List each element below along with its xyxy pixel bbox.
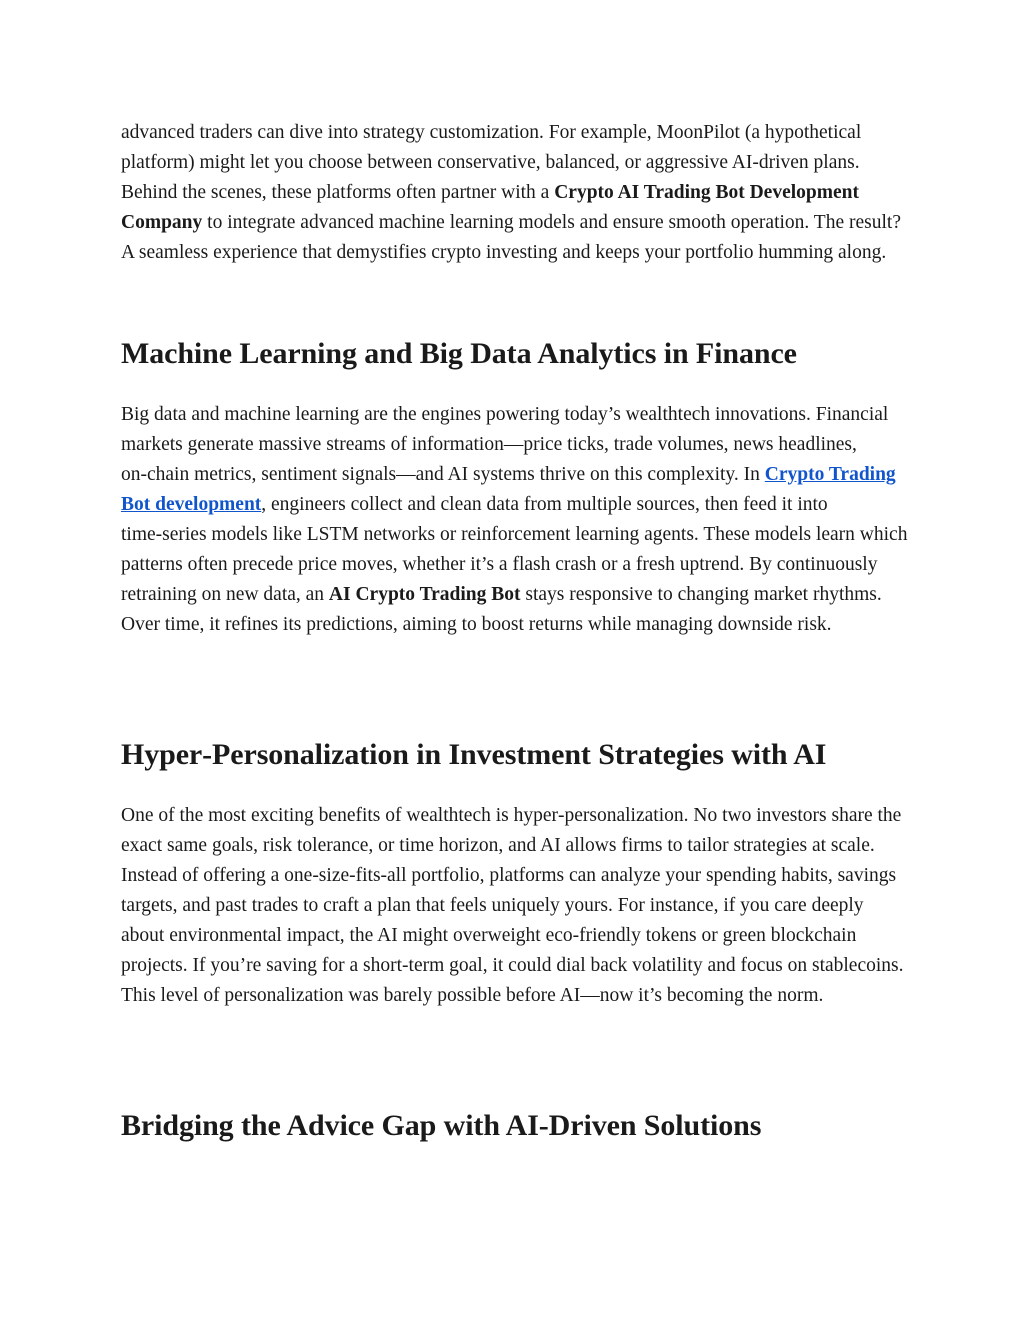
crypto-trading-bot-development-link[interactable]: Crypto Trading Bot development xyxy=(121,464,896,515)
intro-paragraph xyxy=(121,118,911,268)
heading-machine-learning: Machine Learning and Big Data Analytics in Finance xyxy=(121,337,797,370)
ml-text-1: Big data and machine learning are the engines powering today’s wealthtech innovations. Financial markets generate massive streams of information—price ticks, trade volumes, news headlines, on‑chain metrics, sentiment signals—and AI systems thrive on this complexity. In xyxy=(121,404,889,485)
heading-bridging-advice-gap: Bridging the Advice Gap with AI‑Driven Solutions xyxy=(121,1109,762,1142)
machine-learning-paragraph xyxy=(121,400,911,640)
hyper-personalization-paragraph xyxy=(121,801,911,1011)
hp-text-1: One of the most exciting benefits of wealthtech is hyper‑personalization. No two investors share the exact same goals, risk tolerance, or time horizon, and AI allows firms to tailor strategies at scale. Instead of offering a one‑size‑fits‑all portfolio, platforms can analyze your spending habits, savings targets, and past trades to craft a plan that feels uniquely yours. For instance, if you care deeply about environmental impact, the AI might overweight eco‑friendly tokens or green blockchain projects. If you’re saving for a short‑term goal, it could dial back volatility and focus on stablecoins. This level of personalization was barely possible before AI—now it’s becoming the norm. xyxy=(121,805,904,1006)
intro-text-2: to integrate advanced machine learning models and ensure smooth operation. The result? A seamless experience that demystifies crypto investing and keeps your portfolio humming along. xyxy=(121,212,901,263)
ml-text-2: , engineers collect and clean data from multiple sources, then feed it into time‑series models like LSTM networks or reinforcement learning agents. These models learn which patterns often precede price moves, whether it’s a flash crash or a fresh uptrend. By continuously retraining on new data, an xyxy=(121,494,908,605)
heading-hyper-personalization: Hyper‑Personalization in Investment Strategies with AI xyxy=(121,738,827,771)
intro-bold-company: Crypto AI Trading Bot Development Company xyxy=(121,182,859,233)
ml-text-3: stays responsive to changing market rhythms. Over time, it refines its predictions, aiming to boost returns while managing downside risk. xyxy=(121,584,882,635)
intro-text-1: advanced traders can dive into strategy customization. For example, MoonPilot (a hypothetical platform) might let you choose between conservative, balanced, or aggressive AI‑driven plans. Behind the scenes, these platforms often partner with a xyxy=(121,122,862,203)
ml-bold-ai-crypto-trading-bot: AI Crypto Trading Bot xyxy=(328,584,521,605)
